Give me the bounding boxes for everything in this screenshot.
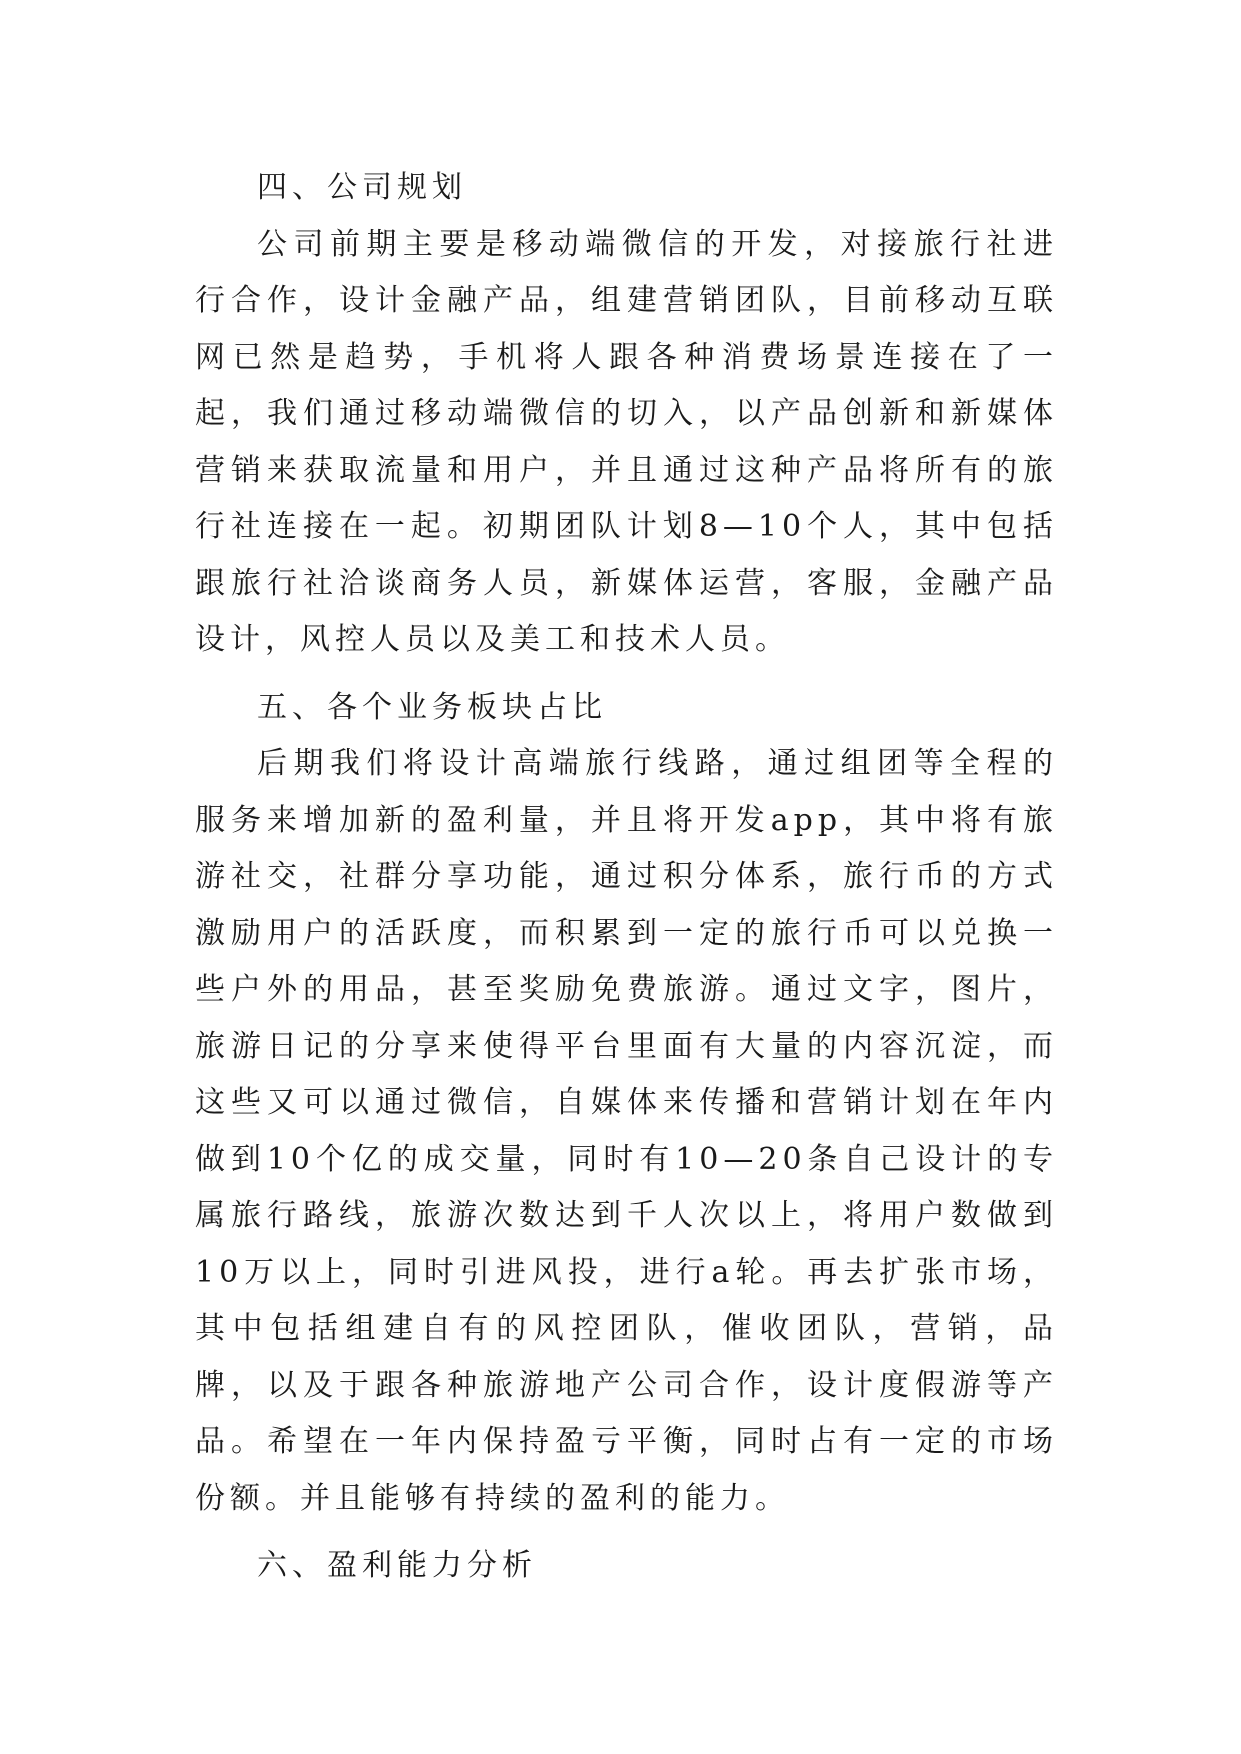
section-heading-company-plan: 四、公司规划 xyxy=(257,170,467,205)
section-heading-business-share: 五、各个业务板块占比 xyxy=(257,689,607,725)
section-spacer xyxy=(195,1527,1058,1538)
section-spacer xyxy=(195,669,1058,680)
section-paragraph-business-share: 后期我们将设计高端旅行线路，通过组团等全程的服务来增加新的盈利量，并且将开发app，其中将有旅游社交，社群分享功能，通过积分体系，旅行币的方式激励用户的活跃度，而积累到一定的旅行币可以兑换一些户外的用品，甚至奖励免费旅游。通过文字，图片，旅游日记的分享来使得平台里面有大量的内容沉淀，而这些又可以通过微信，自媒体来传播和营销计划在年内做到10个亿的成交量，同时有10—20条自己设计的专属旅行路线，旅游次数达到千人次以上，将用户数做到10万以上，同时引进风投，进行a轮。再去扩张市场，其中包括组建自有的风控团队，催收团队，营销，品牌，以及于跟各种旅游地产公司合作，设计度假游等产品。希望在一年内保持盈亏平衡，同时占有一定的市场份额。并且能够有持续的盈利的能力。 xyxy=(195,746,1058,1516)
section-heading-profitability: 六、盈利能力分析 xyxy=(257,1548,537,1583)
document-body xyxy=(195,160,1058,1595)
section-paragraph-company-plan: 公司前期主要是移动端微信的开发，对接旅行社进行合作，设计金融产品，组建营销团队，目前移动互联网已然是趋势，手机将人跟各种消费场景连接在了一起，我们通过移动端微信的切入，以产品创新和新媒体营销来获取流量和用户，并且通过这种产品将所有的旅行社连接在一起。初期团队计划8—10个人，其中包括跟旅行社洽谈商务人员，新媒体运营，客服，金融产品设计，风控人员以及美工和技术人员。 xyxy=(195,226,1058,657)
